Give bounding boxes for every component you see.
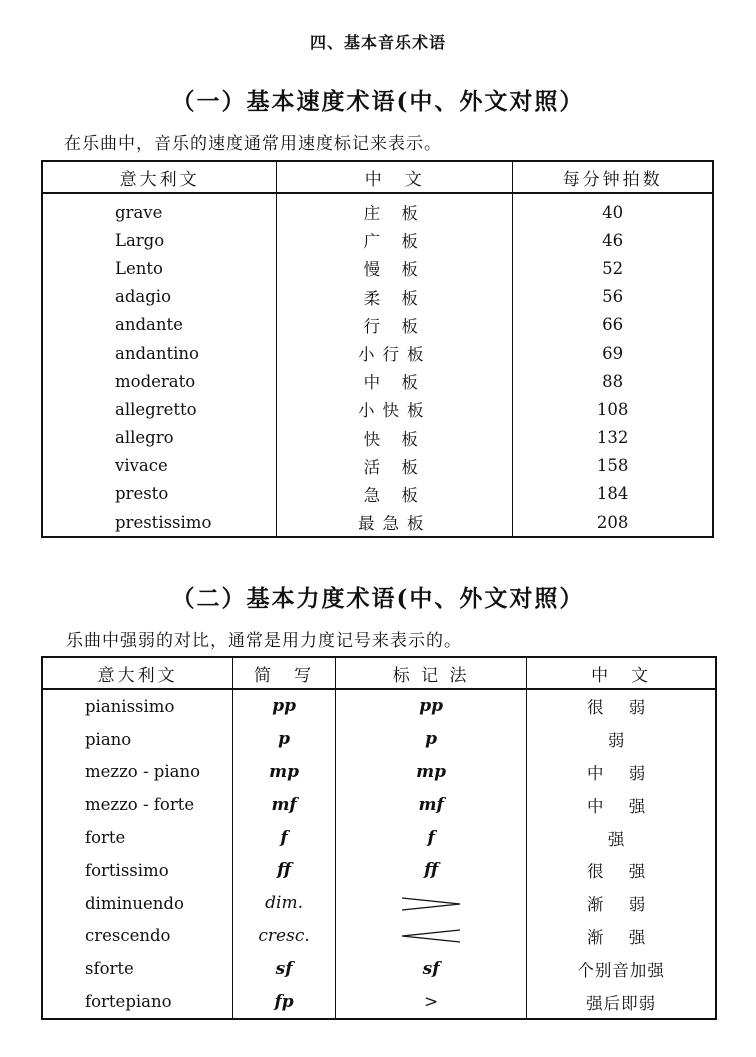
italian-term: Lento: [42, 254, 277, 282]
chinese-term: 柔 板: [277, 283, 513, 311]
table-row: [42, 821, 716, 854]
chinese-term: 弱: [527, 723, 716, 756]
italian-term: sforte: [42, 952, 233, 985]
tempo-intro: 在乐曲中，音乐的速度通常用速度标记来表示。: [64, 134, 442, 154]
table-row: [42, 920, 716, 953]
col-header-italian: 意大利文: [42, 161, 277, 193]
italian-term: mezzo - forte: [42, 788, 233, 821]
notation-mark: >: [335, 985, 526, 1019]
chinese-term: 中 弱: [527, 756, 716, 789]
abbreviation: dim.: [233, 887, 336, 920]
abbreviation: ff: [233, 854, 336, 887]
abbreviation: pp: [233, 689, 336, 723]
chinese-term: 很 强: [527, 854, 716, 887]
table-row: [42, 452, 713, 480]
chinese-term: 最急板: [277, 508, 513, 537]
italian-term: diminuendo: [42, 887, 233, 920]
col-header-bpm: 每分钟拍数: [513, 161, 713, 193]
notation-mark: mp: [335, 756, 526, 789]
page-heading: 四、基本音乐术语: [309, 33, 446, 52]
abbreviation: p: [233, 723, 336, 756]
chinese-term: 行 板: [277, 311, 513, 339]
chinese-term: 中 强: [527, 788, 716, 821]
italian-term: adagio: [42, 283, 277, 311]
bpm-value: 46: [513, 226, 713, 254]
table-row: [42, 311, 713, 339]
bpm-value: 52: [513, 254, 713, 282]
bpm-value: 132: [513, 424, 713, 452]
chinese-term: 强: [527, 821, 716, 854]
table-row: [42, 226, 713, 254]
bpm-value: 66: [513, 311, 713, 339]
chinese-term: 急 板: [277, 480, 513, 508]
notation-mark: mf: [335, 788, 526, 821]
chinese-term: 渐 强: [527, 920, 716, 953]
notation-mark: [335, 887, 526, 920]
notation-mark: sf: [335, 952, 526, 985]
abbreviation: sf: [233, 952, 336, 985]
dynamics-section-title: （二）基本力度术语(中、外文对照）: [171, 585, 585, 612]
chinese-term: 慢 板: [277, 254, 513, 282]
italian-term: crescendo: [42, 920, 233, 953]
chinese-term: 庄 板: [277, 193, 513, 226]
italian-term: allegretto: [42, 395, 277, 423]
italian-term: fortepiano: [42, 985, 233, 1019]
italian-term: allegro: [42, 424, 277, 452]
chinese-term: 强后即弱: [527, 985, 716, 1019]
chinese-term: 活 板: [277, 452, 513, 480]
italian-term: presto: [42, 480, 277, 508]
decrescendo-hairpin-icon: [400, 896, 462, 912]
col-header-italian: 意大利文: [42, 657, 233, 689]
table-row: [42, 689, 716, 723]
chinese-term: 个别音加强: [527, 952, 716, 985]
table-row: [42, 193, 713, 226]
abbreviation: cresc.: [233, 920, 336, 953]
italian-term: grave: [42, 193, 277, 226]
bpm-value: 69: [513, 339, 713, 367]
chinese-term: 渐 弱: [527, 887, 716, 920]
abbreviation: fp: [233, 985, 336, 1019]
chinese-term: 中 板: [277, 367, 513, 395]
col-header-chinese: 中 文: [527, 657, 716, 689]
table-row: [42, 283, 713, 311]
italian-term: prestissimo: [42, 508, 277, 537]
italian-term: piano: [42, 723, 233, 756]
chinese-term: 小行板: [277, 339, 513, 367]
bpm-value: 208: [513, 508, 713, 537]
italian-term: fortissimo: [42, 854, 233, 887]
notation-mark: ff: [335, 854, 526, 887]
dynamics-table: [41, 656, 717, 1020]
notation-mark: pp: [335, 689, 526, 723]
dynamics-intro: 乐曲中强弱的对比，通常是用力度记号来表示的。: [66, 631, 462, 651]
chinese-term: 很 弱: [527, 689, 716, 723]
bpm-value: 158: [513, 452, 713, 480]
table-row: [42, 508, 713, 537]
table-row: [42, 756, 716, 789]
table-row: [42, 424, 713, 452]
italian-term: moderato: [42, 367, 277, 395]
col-header-notation: 标 记 法: [335, 657, 526, 689]
notation-mark: [335, 920, 526, 953]
chinese-term: 小快板: [277, 395, 513, 423]
table-row: [42, 952, 716, 985]
italian-term: andante: [42, 311, 277, 339]
tempo-section-title: （一）基本速度术语(中、外文对照）: [171, 88, 585, 115]
abbreviation: mp: [233, 756, 336, 789]
table-row: [42, 367, 713, 395]
abbreviation: mf: [233, 788, 336, 821]
notation-mark: f: [335, 821, 526, 854]
italian-term: forte: [42, 821, 233, 854]
table-row: [42, 788, 716, 821]
table-row: [42, 985, 716, 1019]
table-row: [42, 723, 716, 756]
col-header-chinese: 中 文: [277, 161, 513, 193]
bpm-value: 56: [513, 283, 713, 311]
italian-term: pianissimo: [42, 689, 233, 723]
notation-mark: p: [335, 723, 526, 756]
crescendo-hairpin-icon: [400, 928, 462, 944]
tempo-header-row: [42, 161, 713, 193]
table-row: [42, 854, 716, 887]
table-row: [42, 395, 713, 423]
italian-term: Largo: [42, 226, 277, 254]
tempo-table: [41, 160, 714, 538]
table-row: [42, 480, 713, 508]
bpm-value: 184: [513, 480, 713, 508]
chinese-term: 快 板: [277, 424, 513, 452]
chinese-term: 广 板: [277, 226, 513, 254]
abbreviation: f: [233, 821, 336, 854]
italian-term: mezzo - piano: [42, 756, 233, 789]
table-row: [42, 254, 713, 282]
table-row: [42, 339, 713, 367]
col-header-abbreviation: 简 写: [233, 657, 336, 689]
table-row: [42, 887, 716, 920]
bpm-value: 88: [513, 367, 713, 395]
bpm-value: 108: [513, 395, 713, 423]
dynamics-header-row: [42, 657, 716, 689]
italian-term: vivace: [42, 452, 277, 480]
italian-term: andantino: [42, 339, 277, 367]
bpm-value: 40: [513, 193, 713, 226]
